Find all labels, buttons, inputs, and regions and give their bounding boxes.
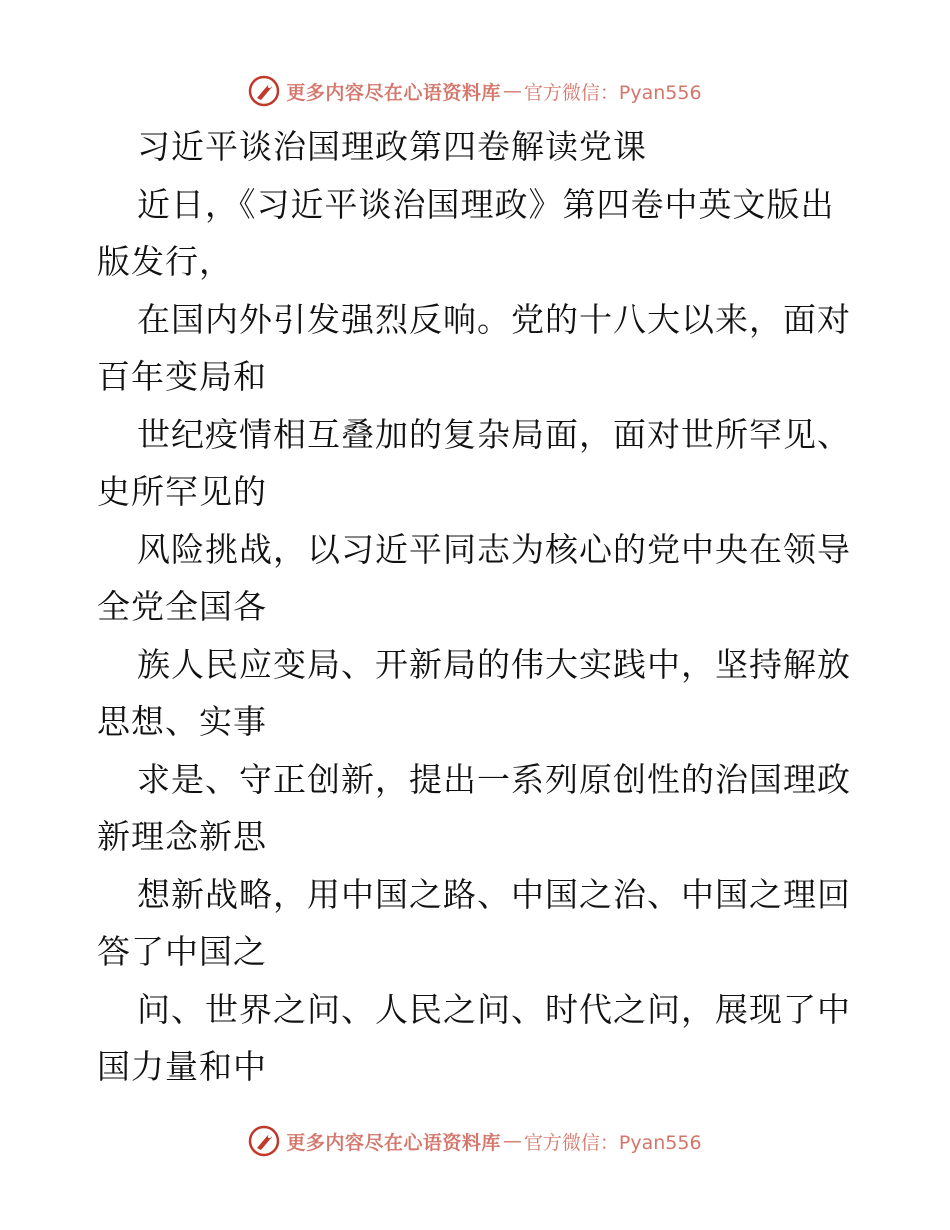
banner-wechat: 官方微信：Pyan556 bbox=[523, 1131, 702, 1154]
paragraph-line: 求是、守正创新，提出一系列原创性的治国理政 bbox=[137, 759, 851, 799]
footer-banner bbox=[0, 1121, 950, 1161]
paragraph-line: 全党全国各 bbox=[97, 587, 267, 626]
pen-nib-logo-icon bbox=[248, 75, 280, 107]
banner-text: 更多内容尽在心语资料库 bbox=[286, 1131, 501, 1154]
pen-nib-logo-icon bbox=[248, 1125, 280, 1157]
banner-separator: — bbox=[502, 80, 522, 102]
paragraph-line: 族人民应变局、开新局的伟大实践中，坚持解放 bbox=[137, 644, 851, 684]
header-banner bbox=[0, 71, 950, 111]
paragraph-line: 在国内外引发强烈反响。党的十八大以来，面对 bbox=[137, 299, 851, 339]
document-title: 习近平谈治国理政第四卷解读党课 bbox=[137, 127, 647, 166]
paragraph-line: 想新战略，用中国之路、中国之治、中国之理回 bbox=[137, 874, 851, 914]
document-body bbox=[97, 118, 857, 1096]
paragraph-line: 史所罕见的 bbox=[97, 472, 267, 511]
paragraph-line: 近日，《习近平谈治国理政》第四卷中英文版出 bbox=[137, 184, 835, 224]
paragraph-line: 答了中国之 bbox=[97, 932, 267, 971]
paragraph-line: 问、世界之问、人民之问、时代之问，展现了中 bbox=[137, 989, 851, 1029]
banner-wechat: 官方微信：Pyan556 bbox=[523, 81, 702, 104]
paragraph-line: 国力量和中 bbox=[97, 1047, 267, 1086]
paragraph-line: 版发行， bbox=[97, 242, 233, 281]
paragraph-line: 新理念新思 bbox=[97, 817, 267, 856]
paragraph-line: 风险挑战，以习近平同志为核心的党中央在领导 bbox=[137, 529, 851, 569]
banner-separator: — bbox=[502, 1130, 522, 1152]
paragraph-line: 思想、实事 bbox=[97, 702, 267, 741]
banner-text: 更多内容尽在心语资料库 bbox=[286, 81, 501, 104]
paragraph-line: 百年变局和 bbox=[97, 357, 267, 396]
paragraph-line: 世纪疫情相互叠加的复杂局面，面对世所罕见、 bbox=[137, 414, 851, 454]
